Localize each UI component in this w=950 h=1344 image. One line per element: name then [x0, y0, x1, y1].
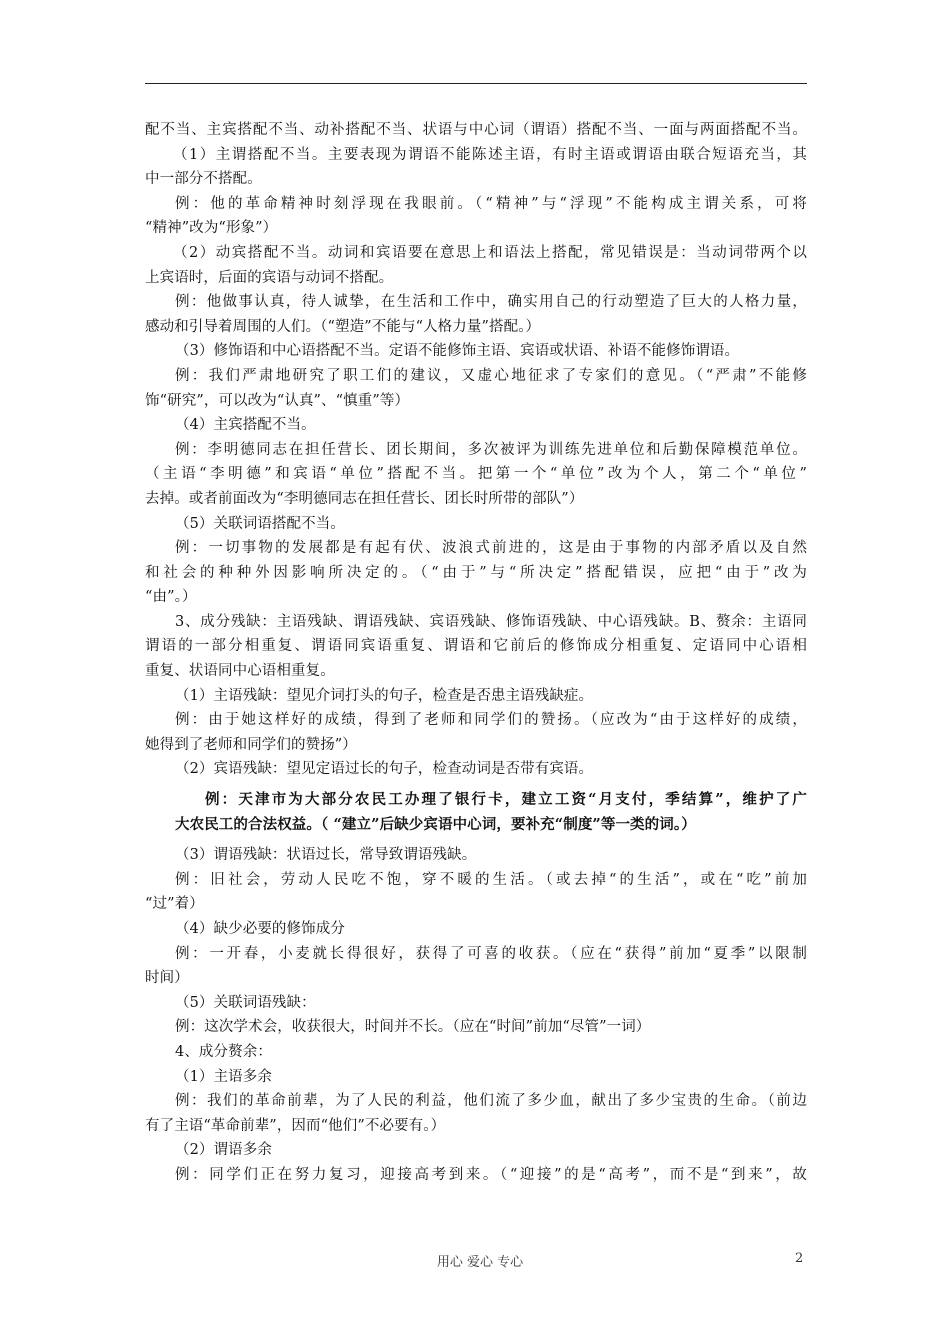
text-line: （1）主语残缺：望见介词打头的句子，检查是否患主语残缺症。 [175, 687, 594, 704]
text-line: 和社会的种种外因影响所决定的。（“由于”与“所决定”搭配错误，应把“由于”改为 [145, 564, 807, 581]
footer-motto: 用心 爱心 专心 [436, 1255, 524, 1270]
text-line: 她得到了老师和同学们的赞扬”） [145, 736, 357, 753]
text-line: （3）修饰语和中心语搭配不当。定语不能修饰主语、宾语或状语、补语不能修饰谓语。 [175, 343, 740, 360]
text-line: （2）宾语残缺：望见定语过长的句子，检查动词是否带有宾语。 [175, 761, 594, 778]
text-line: 例：同学们正在努力复习，迎接高考到来。（“迎接”的是“高考”，而不是“到来”，故 [175, 1166, 807, 1183]
text-line: 上宾语时，后面的宾语与动词不搭配。 [145, 269, 394, 286]
text-line: （5）关联词语搭配不当。 [175, 515, 345, 532]
text-line: （1）主语多余 [175, 1068, 272, 1085]
text-line: 有了主语“革命前辈”，因而“他们”不必要有。） [145, 1117, 446, 1134]
text-line: 4、成分赘余： [175, 1043, 272, 1060]
text-line: 去掉。或者前面改为“李明德同志在担任营长、团长时所带的部队”） [145, 490, 584, 507]
text-line: 感动和引导着周围的人们。（“塑造”不能与“人格力量”搭配。） [145, 318, 541, 335]
page-number: 2 [795, 1251, 804, 1266]
page-body [145, 118, 807, 1188]
text-line: （3）谓语残缺：状语过长，常导致谓语残缺。 [175, 847, 477, 864]
text-line: 例：旧社会，劳动人民吃不饱，穿不暖的生活。（或去掉“的生活”，或在“吃”前加 [175, 871, 807, 888]
text-line: （1）主谓搭配不当。主要表现为谓语不能陈述主语，有时主语或谓语由联合短语充当，其 [173, 146, 807, 163]
text-line: 例：李明德同志在担任营长、团长期间，多次被评为训练先进单位和后勤保障模范单位。 [175, 441, 807, 458]
text-line: 配不当、主宾搭配不当、动补搭配不当、状语与中心词（谓语）搭配不当、一面与两面搭配不当。 [145, 122, 807, 138]
text-line: 中一部分不搭配。 [145, 171, 262, 188]
text-line: 例：这次学术会，收获很大，时间并不长。（应在“时间”前加“尽管”一词） [175, 1019, 651, 1036]
text-line: 谓语的一部分相重复、谓语同宾语重复、谓语和它前后的修饰成分相重复、定语同中心语相 [145, 638, 807, 655]
text-line: 例：一开春，小麦就长得很好，获得了可喜的收获。（应在“获得”前加“夏季”以限制 [175, 945, 807, 962]
text-line: 时间） [145, 970, 189, 987]
text-line: （2）谓语多余 [175, 1142, 272, 1159]
text-line: 例：我们的革命前辈，为了人民的利益，他们流了多少血，献出了多少宝贵的生命。（前边 [175, 1093, 807, 1110]
text-line: 例：由于她这样好的成绩，得到了老师和同学们的赞扬。（应改为“由于这样好的成绩， [175, 712, 807, 729]
text-line: 例：天津市为大部分农民工办理了银行卡，建立工资“月支付，季结算”，维护了广 [205, 791, 807, 809]
text-line: 饰“研究”，可以改为“认真”、“慎重”等） [145, 392, 410, 409]
text-line: （4）缺少必要的修饰成分 [175, 921, 345, 937]
text-line: 例：他的革命精神时刻浮现在我眼前。（“精神”与“浮现”不能构成主谓关系，可将 [175, 195, 807, 212]
text-line: 例：他做事认真，待人诚挚，在生活和工作中，确实用自己的行动塑造了巨大的人格力量， [175, 294, 807, 311]
text-line: 大农民工的合法权益。（ “建立”后缺少宾语中心词，要补充“制度”等一类的词。） [175, 815, 696, 833]
text-line: “由”。） [145, 589, 197, 606]
header-divider [145, 83, 807, 84]
text-line: “精神”改为“形象”） [145, 220, 278, 237]
text-line: （2）动宾搭配不当。动词和宾语要在意思上和语法上搭配，常见错误是：当动词带两个以 [173, 244, 807, 261]
text-line: “过”着） [145, 896, 204, 913]
text-line: （主语“李明德”和宾语“单位”搭配不当。把第一个“单位”改为个人，第二个“单位” [145, 466, 807, 483]
text-line: 例：我们严肃地研究了职工们的建议，又虚心地征求了专家们的意见。（“严肃”不能修 [175, 367, 807, 384]
text-line: 重复、状语同中心语相重复。 [145, 663, 335, 680]
text-line: 3、成分残缺：主语残缺、谓语残缺、宾语残缺、修饰语残缺、中心语残缺。B、赘余：主语同 [175, 613, 807, 630]
text-line: （5）关联词语残缺： [175, 994, 316, 1011]
text-line: 例：一切事物的发展都是有起有伏、波浪式前进的，这是由于事物的内部矛盾以及自然 [175, 540, 807, 557]
text-line: （4）主宾搭配不当。 [175, 417, 316, 434]
